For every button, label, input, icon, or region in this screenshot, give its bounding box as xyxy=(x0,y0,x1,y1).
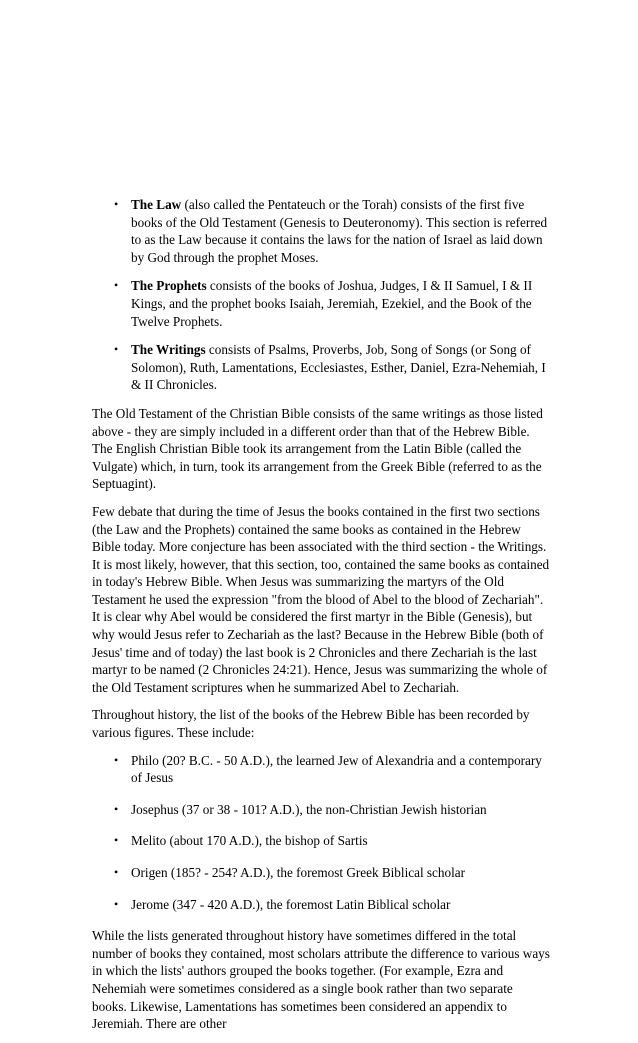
figure-text: Josephus (37 or 38 - 101? A.D.), the non-Christian Jewish historian xyxy=(131,801,487,817)
divisions-list xyxy=(92,196,550,394)
division-text: consists of the books of Joshua, Judges, I & II Samuel, I & II Kings, and the prophet books Isaiah, Jeremiah, Ezekiel, and the Book of the Twelve Prophets. xyxy=(131,278,533,329)
division-text: consists of Psalms, Proverbs, Job, Song of Songs (or Song of Solomon), Ruth, Lamentations, Ecclesiastes, Esther, Daniel, Ezra-Nehemiah, I & II Chronicles. xyxy=(131,342,546,393)
figure-text: Jerome (347 - 420 A.D.), the foremost Latin Biblical scholar xyxy=(131,896,451,912)
document-page xyxy=(92,196,550,1043)
paragraph-order: The Old Testament of the Christian Bible consists of the same writings as those listed above - they are simply included in a different order than that of the Hebrew Bible. The English Christian Bible took its arrangement from the Latin Bible (called the Vulgate) which, in turn, took its arrangement from the Greek Bible (referred to as the Septuagint). xyxy=(92,405,543,492)
figure-text: Melito (about 170 A.D.), the bishop of Sartis xyxy=(131,833,368,849)
division-term: The Law xyxy=(131,197,182,212)
list-item-figure xyxy=(92,896,550,914)
paragraph-jesus-time: Few debate that during the time of Jesus the books contained in the first two sections (the Law and the Prophets) contained the same books as contained in the Hebrew Bible today. More conjecture has been associated with the third section - the Writings. It is most likely, however, that this section, too, contained the same books as contained in today's Hebrew Bible. When Jesus was summarizing the martyrs of the Old Testament he used the expression "from the blood of Abel to the blood of Zechariah". It is clear why Abel would be considered the first martyr in the Bible (Genesis), but why would Jesus refer to Zechariah as the last? Because in the Hebrew Bible (both of Jesus' time and of today) the last book is 2 Chronicles and there Zechariah is the last martyr to be named (2 Chronicles 24:21). Hence, Jesus was summarizing the whole of the Old Testament scriptures when he summarized Abel to Zechariah. xyxy=(92,503,550,695)
list-item-law xyxy=(92,196,550,266)
paragraph-history-intro: Throughout history, the list of the books of the Hebrew Bible has been recorded by various figures. These include: xyxy=(92,707,530,741)
bullet-icon: • xyxy=(114,752,119,767)
list-item-writings xyxy=(92,341,550,394)
bullet-icon: • xyxy=(114,801,119,816)
bullet-icon: • xyxy=(114,865,119,879)
figure-text: Origen (185? - 254? A.D.), the foremost Greek Biblical scholar xyxy=(131,865,465,880)
figures-list xyxy=(92,752,550,914)
bullet-icon: • xyxy=(114,342,119,357)
division-term: The Writings xyxy=(131,342,206,358)
division-term: The Prophets xyxy=(131,278,207,294)
paragraph-list-differences: While the lists generated throughout history have sometimes differed in the total number of books they contained, most scholars attribute the difference to various ways in which the lists' authors grouped the books together. (For example, Ezra and Nehemiah were sometimes considered as a single book rather than two separate books. Likewise, Lamentations has sometimes been considered an appendix to Jeremiah. There are other xyxy=(92,928,550,1032)
list-item-figure xyxy=(92,801,550,819)
list-item-figure xyxy=(92,752,550,787)
bullet-icon: • xyxy=(114,278,119,293)
bullet-icon: • xyxy=(114,833,119,848)
bullet-icon: • xyxy=(114,896,119,911)
bullet-icon: • xyxy=(114,197,119,211)
list-item-figure xyxy=(92,864,550,882)
list-item-prophets xyxy=(92,277,550,330)
division-text: (also called the Pentateuch or the Torah) consists of the first five books of the Old Testament (Genesis to Deuteronomy). This section is referred to as the Law because it contains the laws for the nation of Israel as laid down by God through the prophet Moses. xyxy=(131,197,548,265)
figure-text: Philo (20? B.C. - 50 A.D.), the learned Jew of Alexandria and a contemporary of Jesus xyxy=(131,752,542,786)
list-item-figure xyxy=(92,832,550,850)
